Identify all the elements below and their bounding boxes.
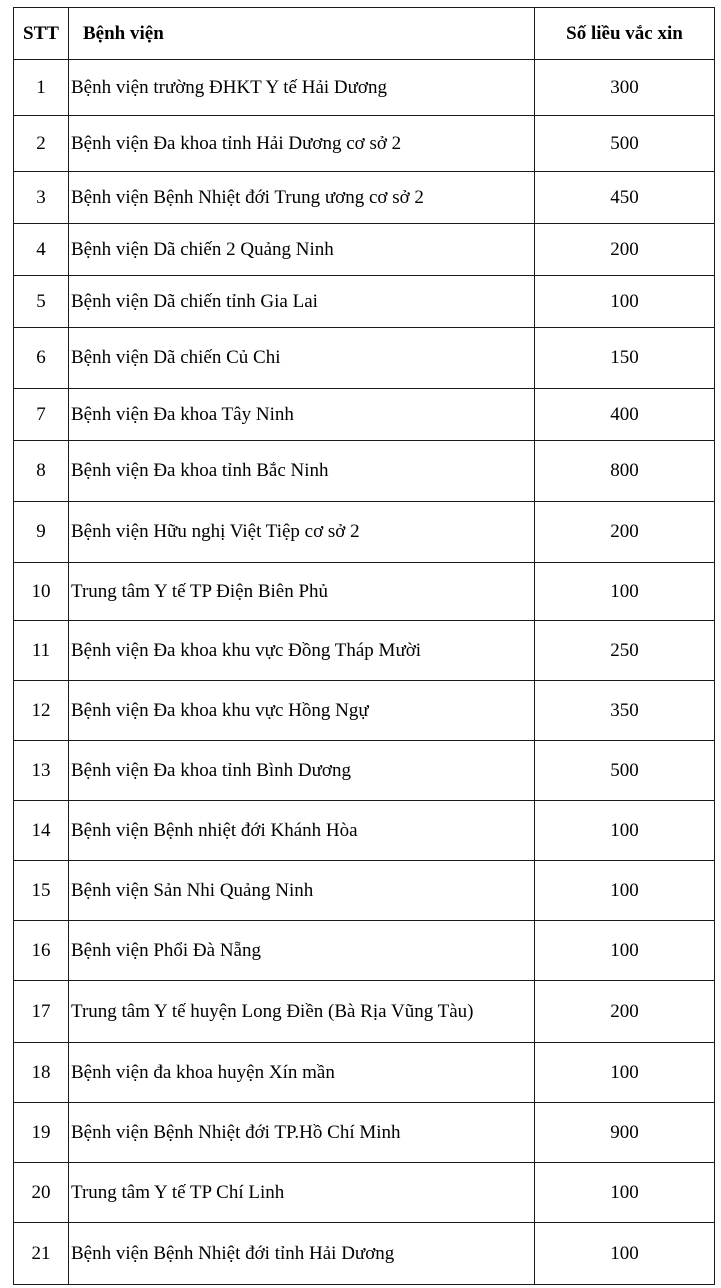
row-hospital: Bệnh viện Dã chiến 2 Quảng Ninh (69, 224, 535, 276)
table-row (14, 921, 715, 981)
table-row (14, 224, 715, 276)
row-hospital: Bệnh viện Đa khoa tỉnh Hải Dương cơ sở 2 (69, 116, 535, 172)
row-doses: 100 (535, 563, 715, 621)
row-stt: 18 (14, 1043, 69, 1103)
table-row (14, 1043, 715, 1103)
row-hospital: Bệnh viện Dã chiến Củ Chi (69, 328, 535, 389)
row-doses: 100 (535, 1043, 715, 1103)
row-hospital: Bệnh viện trường ĐHKT Y tế Hải Dương (69, 60, 535, 116)
row-doses: 350 (535, 681, 715, 741)
row-doses: 900 (535, 1103, 715, 1163)
row-doses: 250 (535, 621, 715, 681)
row-hospital: Bệnh viện đa khoa huyện Xín mần (69, 1043, 535, 1103)
row-doses: 100 (535, 1163, 715, 1223)
row-stt: 16 (14, 921, 69, 981)
row-hospital: Bệnh viện Hữu nghị Việt Tiệp cơ sở 2 (69, 502, 535, 563)
row-doses: 100 (535, 861, 715, 921)
row-doses: 200 (535, 224, 715, 276)
row-hospital: Trung tâm Y tế huyện Long Điền (Bà Rịa Vũng Tàu) (69, 981, 535, 1043)
row-doses: 150 (535, 328, 715, 389)
row-doses: 100 (535, 276, 715, 328)
row-hospital: Bệnh viện Bệnh Nhiệt đới tỉnh Hải Dương (69, 1223, 535, 1285)
table-row (14, 441, 715, 502)
table-row (14, 621, 715, 681)
row-stt: 7 (14, 389, 69, 441)
table-row (14, 801, 715, 861)
row-doses: 500 (535, 116, 715, 172)
table-row (14, 1163, 715, 1223)
table-row (14, 389, 715, 441)
row-stt: 20 (14, 1163, 69, 1223)
row-doses: 100 (535, 1223, 715, 1285)
row-doses: 100 (535, 921, 715, 981)
row-hospital: Trung tâm Y tế TP Điện Biên Phủ (69, 563, 535, 621)
row-doses: 500 (535, 741, 715, 801)
table-row (14, 563, 715, 621)
row-doses: 100 (535, 801, 715, 861)
row-hospital: Bệnh viện Đa khoa Tây Ninh (69, 389, 535, 441)
row-hospital: Bệnh viện Đa khoa tỉnh Bắc Ninh (69, 441, 535, 502)
row-hospital: Bệnh viện Đa khoa khu vực Đồng Tháp Mười (69, 621, 535, 681)
table-row (14, 328, 715, 389)
row-hospital: Bệnh viện Bệnh Nhiệt đới TP.Hồ Chí Minh (69, 1103, 535, 1163)
row-stt: 13 (14, 741, 69, 801)
header-hospital: Bệnh viện (69, 8, 535, 60)
row-stt: 6 (14, 328, 69, 389)
row-doses: 200 (535, 981, 715, 1043)
header-stt: STT (14, 8, 69, 60)
table-row (14, 981, 715, 1043)
row-stt: 5 (14, 276, 69, 328)
header-row (14, 8, 715, 60)
row-stt: 21 (14, 1223, 69, 1285)
row-hospital: Trung tâm Y tế TP Chí Linh (69, 1163, 535, 1223)
row-doses: 800 (535, 441, 715, 502)
row-stt: 3 (14, 172, 69, 224)
row-hospital: Bệnh viện Bệnh Nhiệt đới Trung ương cơ sở 2 (69, 172, 535, 224)
row-stt: 12 (14, 681, 69, 741)
row-stt: 19 (14, 1103, 69, 1163)
table-row (14, 741, 715, 801)
row-hospital: Bệnh viện Đa khoa tỉnh Bình Dương (69, 741, 535, 801)
row-hospital: Bệnh viện Sản Nhi Quảng Ninh (69, 861, 535, 921)
row-stt: 8 (14, 441, 69, 502)
vaccine-allocation-table-wrapper (13, 7, 714, 1285)
row-stt: 17 (14, 981, 69, 1043)
row-hospital: Bệnh viện Bệnh nhiệt đới Khánh Hòa (69, 801, 535, 861)
row-doses: 200 (535, 502, 715, 563)
row-doses: 300 (535, 60, 715, 116)
row-hospital: Bệnh viện Đa khoa khu vực Hồng Ngự (69, 681, 535, 741)
row-doses: 400 (535, 389, 715, 441)
row-stt: 11 (14, 621, 69, 681)
table-row (14, 116, 715, 172)
row-stt: 4 (14, 224, 69, 276)
table-row (14, 172, 715, 224)
table-row (14, 1223, 715, 1285)
vaccine-allocation-table (13, 7, 715, 1285)
row-stt: 15 (14, 861, 69, 921)
table-row (14, 681, 715, 741)
row-stt: 9 (14, 502, 69, 563)
table-row (14, 502, 715, 563)
row-hospital: Bệnh viện Phổi Đà Nẵng (69, 921, 535, 981)
table-row (14, 60, 715, 116)
row-hospital: Bệnh viện Dã chiến tỉnh Gia Lai (69, 276, 535, 328)
row-stt: 1 (14, 60, 69, 116)
table-row (14, 276, 715, 328)
row-stt: 2 (14, 116, 69, 172)
row-doses: 450 (535, 172, 715, 224)
row-stt: 14 (14, 801, 69, 861)
header-doses: Số liều vắc xin (535, 8, 715, 60)
table-row (14, 861, 715, 921)
table-row (14, 1103, 715, 1163)
row-stt: 10 (14, 563, 69, 621)
